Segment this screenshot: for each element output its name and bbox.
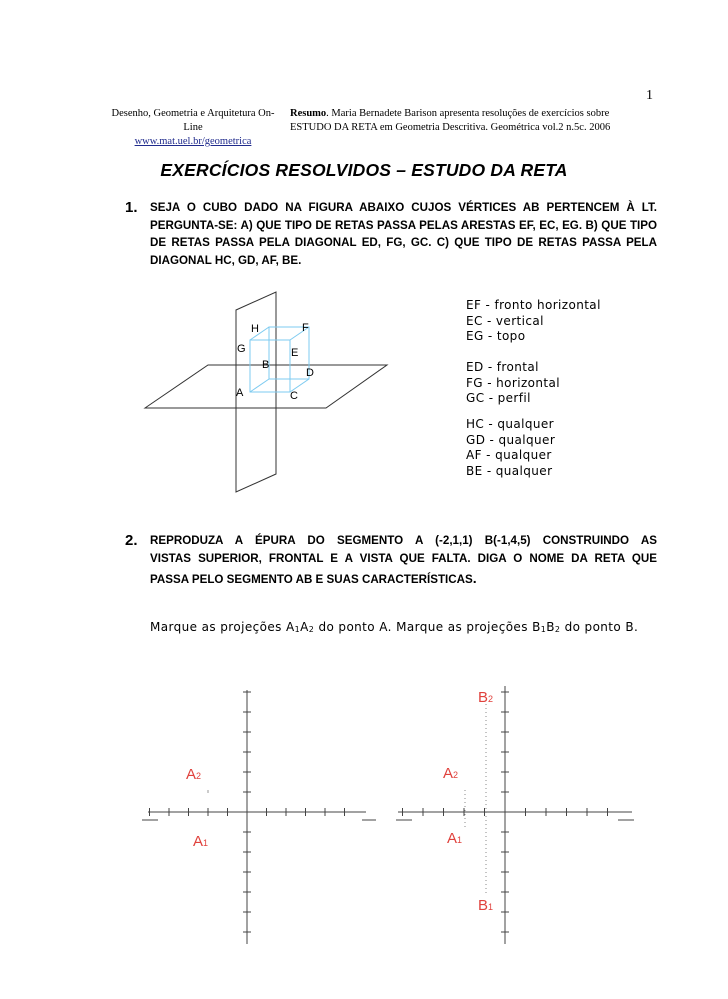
vertex-d: D — [306, 367, 314, 379]
header-summary-line2: ESTUDO DA RETA em Geometria Descritiva. Geométrica vol.2 n.5c. 2006 — [290, 122, 611, 133]
vertex-g: G — [237, 343, 246, 355]
question-2-line1: REPRODUZA A ÉPURA DO SEGMENTO A (-2,1,1) B(-1,4,5) CONSTRUINDO AS — [150, 534, 657, 547]
cube-edges — [250, 327, 309, 392]
instr-sub1: 1 — [294, 625, 301, 634]
vertex-h: H — [251, 323, 259, 335]
instr-part2: A — [300, 620, 309, 634]
page-title: EXERCÍCIOS RESOLVIDOS – ESTUDO DA RETA — [160, 160, 568, 180]
question-1-number: 1. — [125, 199, 138, 216]
vertex-a: A — [236, 387, 244, 399]
right-b2-label: B2 — [478, 689, 494, 706]
instr-part4: B — [546, 620, 555, 634]
left-epura-labels — [186, 766, 208, 850]
instr-part1: Marque as projeções A — [150, 620, 295, 634]
answer-fg: FG - horizontal — [466, 375, 561, 390]
right-a2-label: A2 — [443, 765, 459, 782]
cube-vertex-labels — [236, 322, 314, 402]
page-number: 1 — [646, 88, 653, 103]
summary-text: . Maria Bernadete Barison apresenta resoluções de exercícios sobre — [326, 108, 610, 119]
instr-sub3: 1 — [540, 625, 547, 634]
left-a1-label: A1 — [193, 833, 209, 850]
right-b1-label: B1 — [478, 897, 494, 914]
vertex-b: B — [262, 359, 270, 371]
header-url-link[interactable]: www.mat.uel.br/geometrica — [134, 136, 252, 147]
answer-ed: ED - frontal — [466, 360, 539, 374]
vertex-e: E — [291, 347, 299, 359]
answer-eg: EG - topo — [466, 329, 526, 343]
cube-figure — [145, 292, 387, 492]
question-2-line3-text: PASSA PELO SEGMENTO AB E SUAS CARACTERÍSTICAS — [150, 573, 473, 586]
horizontal-plane — [145, 365, 387, 408]
vertex-c: C — [290, 390, 298, 402]
answer-hc: HC - qualquer — [466, 417, 555, 431]
answer-gd: GD - qualquer — [466, 432, 556, 447]
instr-sub4: 2 — [554, 625, 561, 634]
question-1-text: SEJA O CUBO DADO NA FIGURA ABAIXO CUJOS VÉRTICES AB PERTENCEM À LT. PERGUNTA-SE: A) QUE TIPO DE RETAS PASSA PELAS ARESTAS EF, EC, EG. B) QUE TIPO DE RETAS PASSA PELA DIAGONAL ED, FG, GC. C) QUE TIPO DE RETAS PASSA PELA DIAGONAL HC, GD, AF, BE. — [150, 201, 657, 267]
question-2-line2: VISTAS SUPERIOR, FRONTAL E A VISTA QUE FALTA. DIGA O NOME DA RETA QUE — [150, 551, 657, 565]
answer-ec: EC - vertical — [466, 313, 544, 328]
instr-part3: do ponto A. Marque as projeções B — [314, 620, 541, 634]
left-a2-label: A2 — [186, 766, 202, 783]
instr-sub2: 2 — [308, 625, 315, 634]
question-2-line3-end: . — [472, 570, 477, 586]
answer-ef: EF - fronto horizontal — [466, 298, 601, 312]
vertex-f: F — [302, 322, 309, 334]
answer-af: AF - qualquer — [466, 448, 552, 462]
answer-be: BE - qualquer — [466, 463, 553, 478]
summary-label: Resumo — [290, 108, 327, 119]
instr-part5: do ponto B. — [560, 620, 639, 634]
left-epura-axes — [142, 690, 376, 944]
answer-gc: GC - perfil — [466, 391, 531, 405]
header-site-name: Desenho, Geometria e Arquitetura On-Line — [111, 108, 275, 133]
right-epura-axes — [396, 686, 634, 944]
right-a1-label: A1 — [447, 830, 463, 847]
question-2-number: 2. — [125, 532, 138, 549]
